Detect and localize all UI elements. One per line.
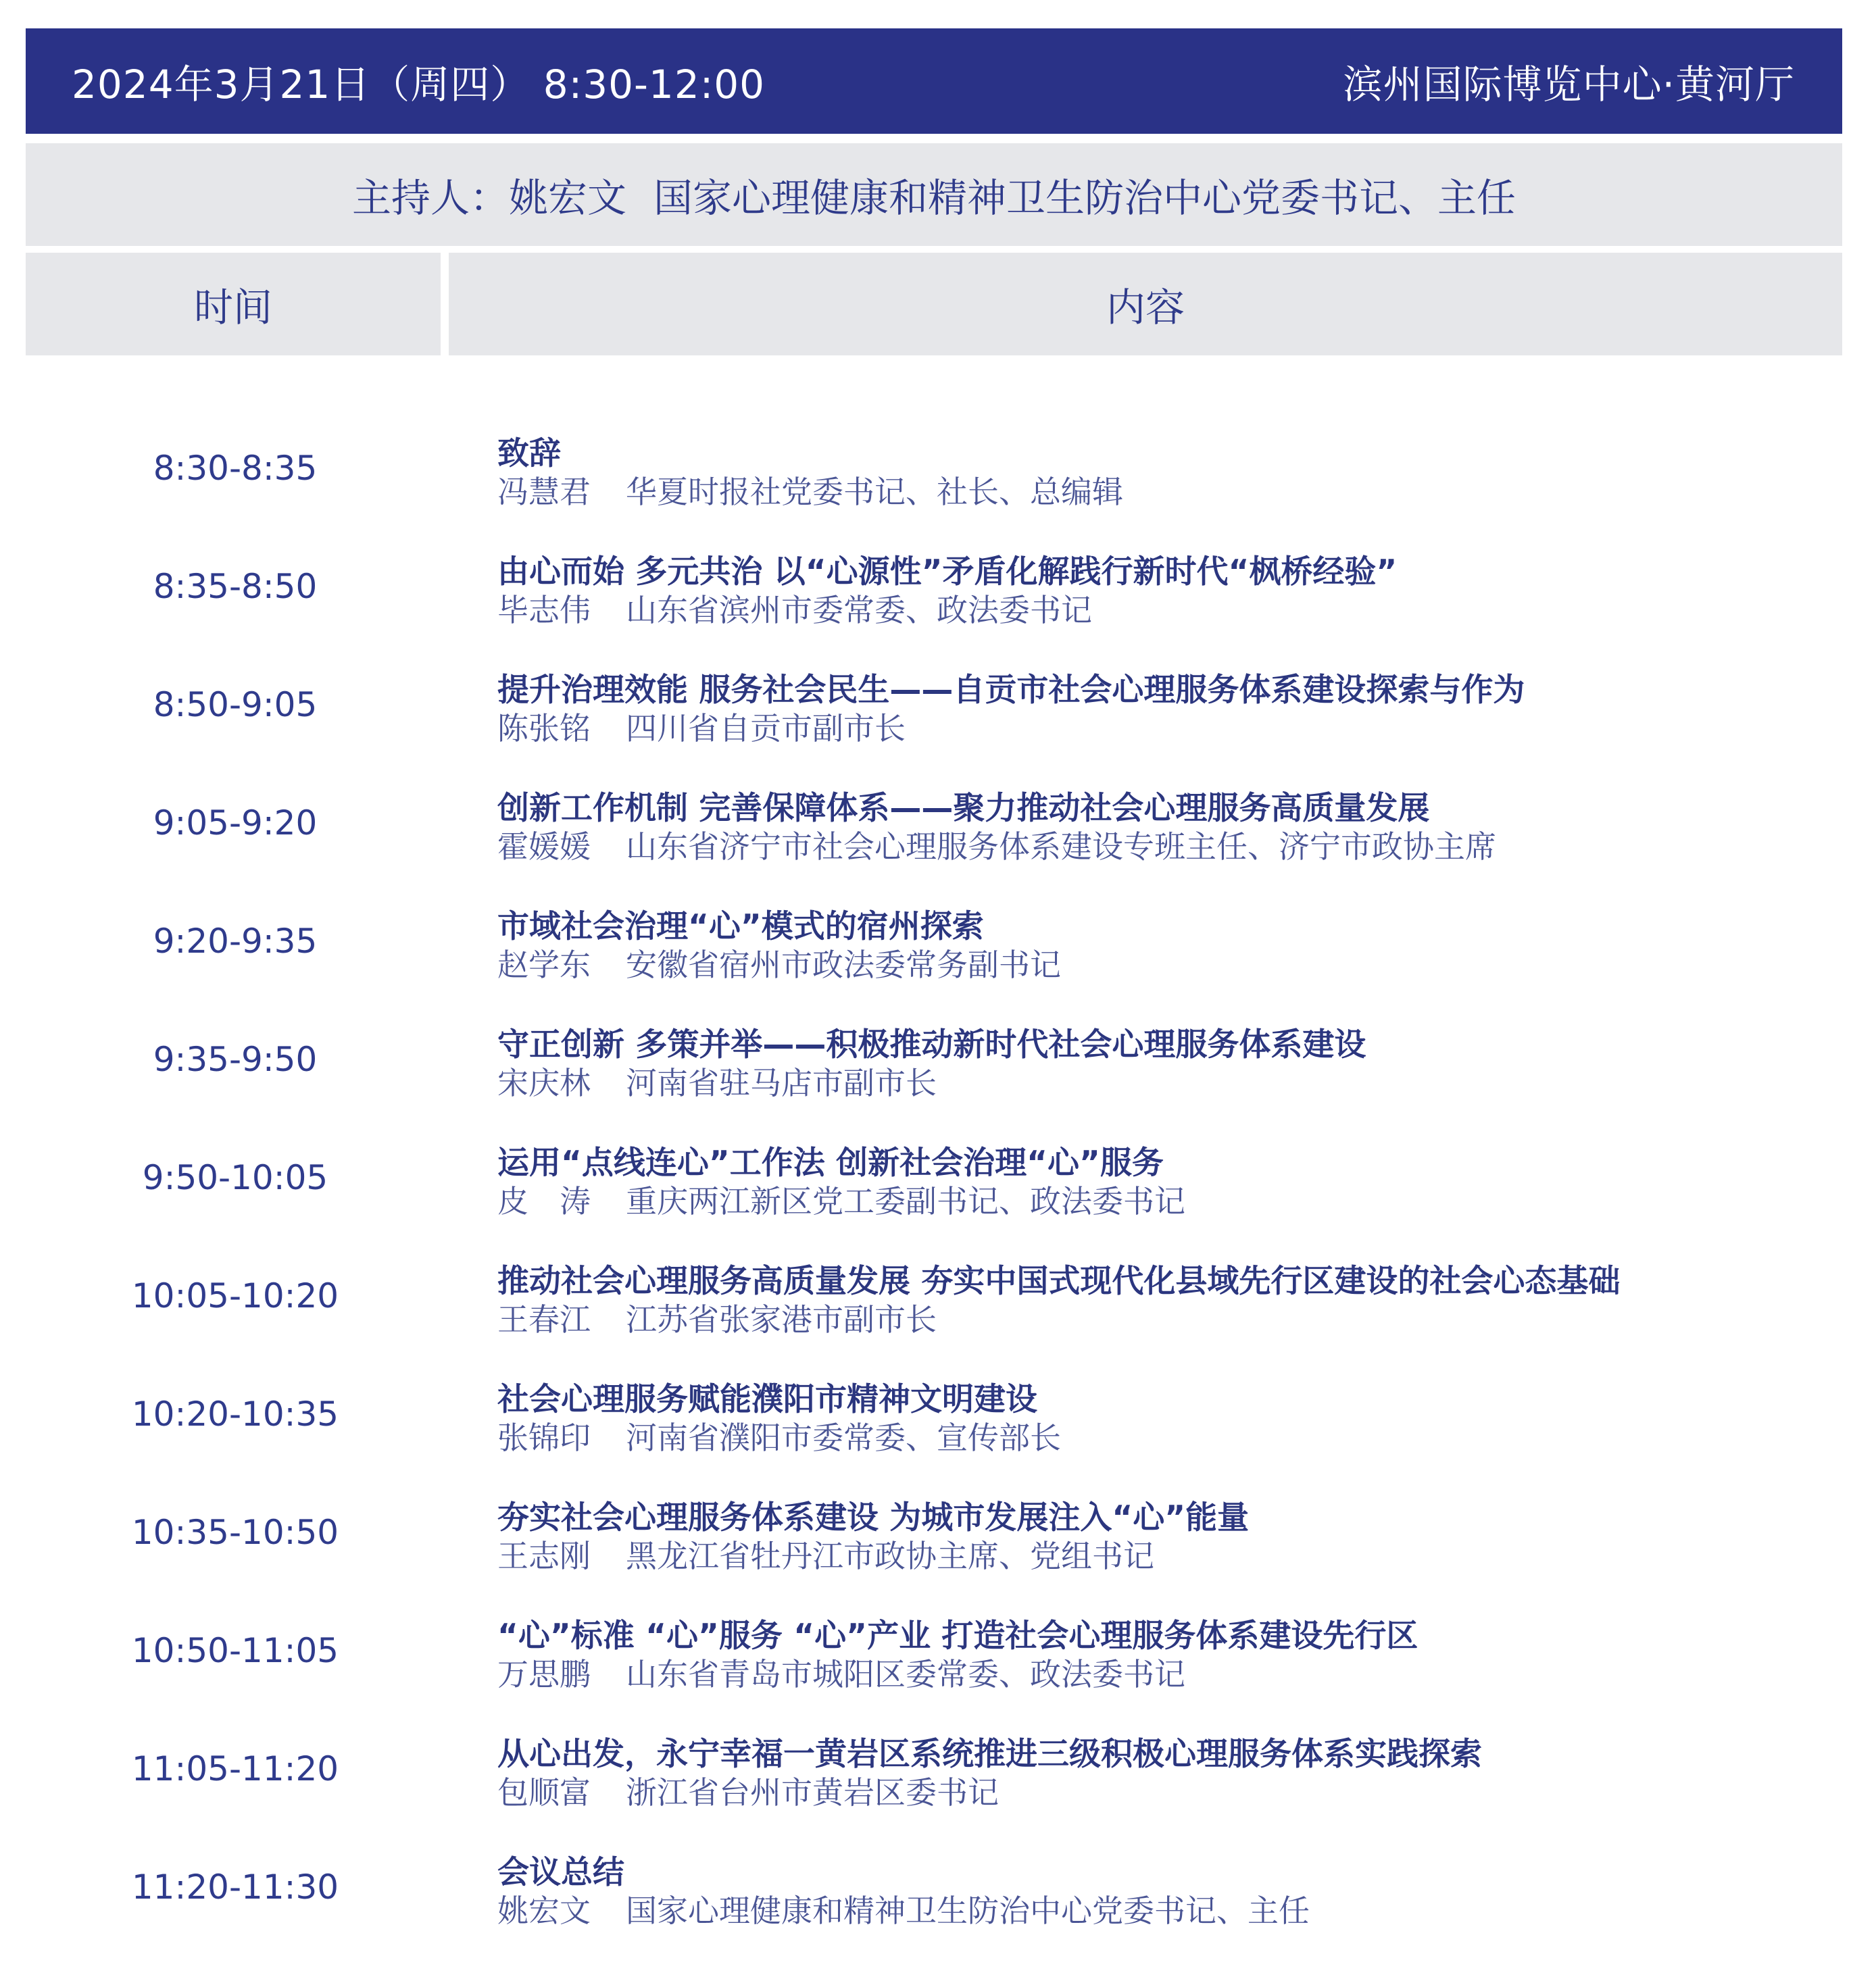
schedule-title: 会议总结: [497, 1854, 624, 1891]
schedule-time: 9:05-9:20: [153, 803, 318, 843]
schedule-time: 9:20-9:35: [153, 922, 318, 961]
schedule-title: 夯实社会心理服务体系建设 为城市发展注入“心”能量: [497, 1499, 1250, 1536]
schedule-speaker-line: [497, 1768, 999, 1813]
schedule-title: 致辞: [497, 435, 561, 472]
schedule-speaker-line: [497, 1295, 937, 1340]
schedule-time: 9:50-10:05: [142, 1158, 328, 1197]
host-title: 国家心理健康和精神卫生防治中心党委书记、主任: [653, 175, 1516, 221]
schedule-title: 提升治理效能 服务社会民生——自贡市社会心理服务体系建设探索与作为: [497, 672, 1525, 709]
schedule-speaker-line: [497, 941, 1061, 985]
schedule-row: [26, 1715, 1842, 1834]
speaker-name: 万思鹏: [497, 1656, 591, 1693]
schedule-speaker-line: [497, 586, 1092, 630]
schedule-speaker-line: [497, 1059, 937, 1103]
schedule-title: 市域社会治理“心”模式的宿州探索: [497, 908, 984, 945]
schedule-title: 从心出发，永宁幸福一黄岩区系统推进三级积极心理服务体系实践探索: [497, 1736, 1482, 1773]
speaker-role: 黑龙江省牡丹江市政协主席、党组书记: [626, 1538, 1154, 1574]
speaker-name: 王春江: [497, 1301, 591, 1338]
schedule-time: 11:20-11:30: [131, 1868, 339, 1907]
speaker-name: 毕志伟: [497, 592, 591, 628]
schedule-list: [26, 415, 1842, 1952]
column-header-content: 内容: [449, 253, 1842, 355]
speaker-role: 山东省济宁市社会心理服务体系建设专班主任、济宁市政协主席: [626, 828, 1496, 865]
schedule-title: 社会心理服务赋能濮阳市精神文明建设: [497, 1381, 1037, 1418]
schedule-title: 运用“点线连心”工作法 创新社会治理“心”服务: [497, 1145, 1164, 1182]
speaker-role: 浙江省台州市黄岩区委书记: [626, 1774, 999, 1811]
schedule-row: [26, 1124, 1842, 1243]
schedule-row: [26, 1597, 1842, 1715]
session-date-time: 2024年3月21日（周四） 8:30-12:00: [72, 61, 766, 107]
schedule-speaker-line: [497, 1413, 1061, 1458]
schedule-time: 9:35-9:50: [153, 1040, 318, 1079]
schedule-title: “心”标准 “心”服务 “心”产业 打造社会心理服务体系建设先行区: [497, 1618, 1418, 1655]
speaker-role: 国家心理健康和精神卫生防治中心党委书记、主任: [626, 1893, 1310, 1929]
schedule-speaker-line: [497, 1532, 1154, 1576]
schedule-speaker-line: [497, 468, 1123, 512]
speaker-role: 四川省自贡市副市长: [626, 710, 906, 747]
speaker-name: 赵学东: [497, 947, 591, 983]
speaker-name: 宋庆林: [497, 1065, 591, 1101]
speaker-role: 河南省濮阳市委常委、宣传部长: [626, 1420, 1061, 1456]
schedule-row: [26, 770, 1842, 888]
host-label: 主持人：: [351, 175, 509, 221]
schedule-speaker-line: [497, 704, 906, 749]
column-header-time: 时间: [26, 253, 441, 355]
schedule-row: [26, 1834, 1842, 1952]
schedule-row: [26, 1361, 1842, 1479]
speaker-name: 霍媛媛: [497, 828, 591, 865]
speaker-name: 陈张铭: [497, 710, 591, 747]
speaker-role: 山东省滨州市委常委、政法委书记: [626, 592, 1092, 628]
speaker-name: 包顺富: [497, 1774, 591, 1811]
schedule-row: [26, 533, 1842, 651]
speaker-role: 重庆两江新区党工委副书记、政法委书记: [626, 1183, 1185, 1220]
schedule-speaker-line: [497, 1886, 1310, 1931]
schedule-speaker-line: [497, 1650, 1185, 1695]
speaker-name: 冯慧君: [497, 474, 591, 510]
schedule-row: [26, 1479, 1842, 1597]
schedule-row: [26, 1006, 1842, 1124]
speaker-role: 河南省驻马店市副市长: [626, 1065, 937, 1101]
host-name: 姚宏文: [508, 175, 626, 221]
speaker-role: 江苏省张家港市副市长: [626, 1301, 937, 1338]
schedule-time: 8:50-9:05: [153, 685, 318, 724]
schedule-time: 8:35-8:50: [153, 567, 318, 606]
schedule-title: 由心而始 多元共治 以“心源性”矛盾化解践行新时代“枫桥经验”: [497, 553, 1398, 591]
schedule-row: [26, 1243, 1842, 1361]
schedule-row: [26, 888, 1842, 1006]
schedule-time: 10:05-10:20: [131, 1276, 339, 1316]
speaker-name: 皮 涛: [497, 1183, 591, 1220]
schedule-row: [26, 651, 1842, 770]
schedule-time: 10:50-11:05: [131, 1631, 339, 1670]
schedule-speaker-line: [497, 822, 1496, 867]
header-bar: [26, 28, 1842, 134]
schedule-time: 11:05-11:20: [131, 1749, 339, 1788]
schedule-time: 10:35-10:50: [131, 1513, 339, 1552]
host-bar: [26, 143, 1842, 246]
schedule-row: [26, 415, 1842, 533]
schedule-time: 10:20-10:35: [131, 1395, 339, 1434]
schedule-title: 守正创新 多策并举——积极推动新时代社会心理服务体系建设: [497, 1026, 1366, 1063]
speaker-role: 安徽省宿州市政法委常务副书记: [626, 947, 1061, 983]
speaker-name: 王志刚: [497, 1538, 591, 1574]
speaker-name: 张锦印: [497, 1420, 591, 1456]
speaker-name: 姚宏文: [497, 1893, 591, 1929]
schedule-title: 创新工作机制 完善保障体系——聚力推动社会心理服务高质量发展: [497, 790, 1430, 827]
session-venue: 滨州国际博览中心·黄河厅: [1343, 61, 1795, 107]
schedule-title: 推动社会心理服务高质量发展 夯实中国式现代化县域先行区建设的社会心态基础: [497, 1263, 1621, 1300]
schedule-time: 8:30-8:35: [153, 449, 318, 488]
speaker-role: 山东省青岛市城阳区委常委、政法委书记: [626, 1656, 1185, 1693]
speaker-role: 华夏时报社党委书记、社长、总编辑: [626, 474, 1123, 510]
schedule-speaker-line: [497, 1177, 1185, 1222]
